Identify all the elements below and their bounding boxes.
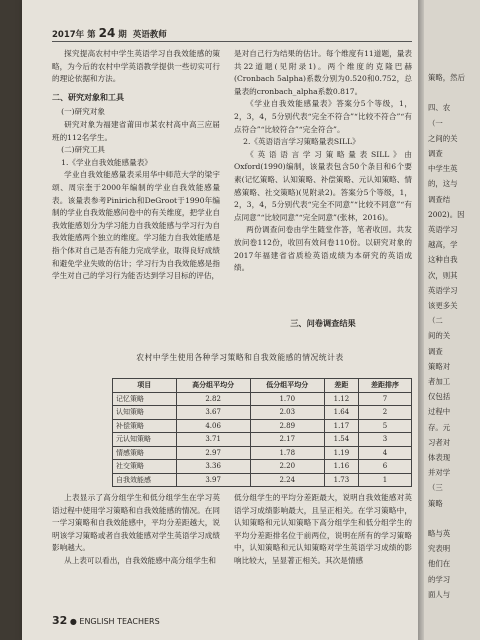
paragraph: 低分组学生的平均分差距最大，说明自我效能感对英语学习成绩影响最大，且呈正相关。在学习策略中，认知策略和元认知策略下高分组学生和低分组学生的平均分差距排名位于前两位，说明在所有的学习策略中，认知策略和元认知策略对学生英语学习成绩的影响比较大，呈显著正相关。其次是情感 [234,493,412,565]
row-label-cell: 社交策略 [113,460,177,474]
table-header-cell: 高分组平均分 [176,379,250,393]
table-row [113,419,412,433]
facing-page-text-fragment: （二 [428,316,443,326]
table-caption: 农村中学生使用各种学习策略和自我效能感的情况统计表 [136,353,344,362]
page-number: 32 [52,614,68,627]
table-cell: 2.82 [176,392,250,406]
table-cell: 1 [359,473,412,487]
left-column-top [52,48,220,283]
row-label-cell: 自我效能感 [113,473,177,487]
facing-page-text-fragment: 面人与 [428,589,451,599]
facing-page-text-fragment: 习者对 [428,437,451,447]
header-year: 2017年 [52,30,85,40]
row-label-cell: 记忆策略 [113,392,177,406]
row-label-cell: 认知策略 [113,406,177,420]
subsection-heading: (一)研究对象 [61,107,106,117]
facing-page-text-fragment: 中学生英 [428,164,458,174]
paragraph: 《英语语言学习策略量表SILL》由Oxford(1990)编制，该量表包含50个条目和6个要素(记忆策略、认知策略、补偿策略、元认知策略、情感策略、社交策略)(见附录2)。答案分5个等级，1，2，3，4，5分别代表“完全不同意”“比较不同意”“有点同意”“比较同意”“完全同意”(张林，2016)。 [234,149,412,222]
header-issue-pre: 第 [87,30,96,40]
table-row [113,460,412,474]
facing-page-text-fragment: 存。元 [428,422,451,432]
table-cell: 1.70 [250,392,324,406]
journal-page [22,0,425,640]
table-cell: 1.54 [324,433,358,447]
table-cell: 7 [359,392,412,406]
table-body [113,392,412,487]
table-cell: 6 [359,460,412,474]
left-column-bottom [52,492,220,568]
table-row [113,433,412,447]
facing-page-text-fragment: 策略 [428,498,443,508]
subsection-heading: (二)研究工具 [61,145,106,155]
statistics-table [112,378,412,487]
facing-page-text-fragment: 策略，然后 [428,73,465,82]
facing-page-text-fragment: 仅包括 [428,392,451,402]
facing-page-text-fragment: （三 [428,483,443,493]
facing-page-text-fragment: 并对学 [428,468,451,478]
facing-page-text-fragment: 究表明 [428,544,451,554]
paragraph: 两份调查问卷由学生随堂作答，笔者收回。共发放问卷112份，收回有效问卷110份。以研究对象的2017年福建省省质检英语成绩为本研究的英语成绩。 [234,225,412,273]
table-cell: 5 [359,419,412,433]
facing-page-text-fragment: 调查 [428,149,443,158]
paragraph: 学业自我效能感量表采用华中师范大学的梁宇颂、周宗奎于2000年编制的学业自我效能感量表。该量表参考Pinirich和DeGroot于1990年编制的学业自我效能感问卷中的有关维度，把学业自我效能感划分为学习能力自我效能感与学习行为自我效能感两个独立的维度。学习能力自我效能感是指个体对自己是否有能力完成学业，取得良好成绩和避免学业失败的估计；学习行为自我效能感是指学生对自己的学习行为能否达到学习目标的评估， [52,170,220,281]
table-cell: 4.06 [176,419,250,433]
table-cell: 2.20 [250,460,324,474]
header-issue-number: 24 [98,26,116,40]
facing-page-text-fragment: 这种自我 [428,255,458,265]
facing-page-text-fragment: 英语学习 [428,225,458,234]
facing-page-text-fragment: 者加工 [428,377,451,386]
page-footer [52,614,160,627]
paragraph: 探究提高农村中学生英语学习自我效能感的策略，为今后的农村中学英语教学提供一些切实可行的理论依据和方法。 [52,49,220,84]
facing-page-text-fragment: 体表现 [428,453,451,462]
facing-page-text-fragment: 的，这与 [428,179,458,189]
table-cell: 2.97 [176,446,250,460]
footer-journal: ENGLISH TEACHERS [79,617,160,626]
header-journal-title: 英语教师 [132,30,167,40]
table-cell: 4 [359,446,412,460]
table-cell: 1.17 [324,419,358,433]
table-cell: 1.19 [324,446,358,460]
row-label-cell: 补偿策略 [113,419,177,433]
paragraph: 研究对象为福建省莆田市某农村高中高三应届班的112名学生。 [52,119,220,142]
table-cell: 2.17 [250,433,324,447]
header-rule [52,41,412,42]
header-issue-post: 期 [118,30,127,40]
table-cell: 2.03 [250,406,324,420]
table-row [113,446,412,460]
paragraph: 是对自己行为结果的估计。每个维度有11道题，量表共22道题(见附录1)。两个维度的克隆巴赫(Cronbach 5alpha)系数分别为0.520和0.752，总量表的cronbach_alpha系数0.817。 [234,49,412,96]
facing-page-text-fragment: 英语学习 [428,285,458,295]
table-row [113,406,412,420]
table-header-cell: 低分组平均分 [250,379,324,393]
facing-page-text-fragment: 2002)。因 [428,209,465,219]
facing-page-text-fragment: 次，则其 [428,270,458,280]
facing-page-text-fragment: 该更多关 [428,301,458,310]
table-cell: 3.36 [176,460,250,474]
section-heading: 二、研究对象和工具 [52,92,124,102]
facing-page-text-fragment: 之间的关 [428,133,458,143]
table-cell: 2 [359,406,412,420]
facing-page-text-fragment: 越高，学 [428,240,458,250]
facing-page-text-fragment: 略与英 [428,529,451,538]
row-label-cell: 情感策略 [113,446,177,460]
table-header-row [113,379,412,393]
facing-page-text-fragment: 他们在 [428,559,451,569]
facing-page-text-fragment: 间的关 [428,331,451,341]
facing-page-text-fragment: 调查 [428,346,443,356]
facing-page-text-fragment: 的学习 [428,574,451,584]
paragraph: 上表显示了高分组学生和低分组学生在学习英语过程中使用学习策略和自我效能感的情况。在同一学习策略和自我效能感中，平均分差距越大，说明该学习策略或者自我效能感对学生英语学习成绩影响越大。 [52,493,220,553]
row-label-cell: 元认知策略 [113,433,177,447]
table-cell: 1.73 [324,473,358,487]
facing-page-text-fragment: 四、农 [428,103,451,113]
table-cell: 3.67 [176,406,250,420]
footer-bullet-icon: ● [69,617,77,626]
table-cell: 1.16 [324,460,358,474]
facing-page-edge [424,0,480,640]
paragraph: 从上表可以看出，自我效能感中高分组学生和 [64,555,217,565]
table-header-cell: 差距排序 [359,379,412,393]
right-column-top [234,48,412,275]
table-cell: 2.89 [250,419,324,433]
facing-page-text-fragment: （一 [428,118,443,128]
table-cell: 1.78 [250,446,324,460]
subsection-heading: 2.《英语语言学习策略量表SILL》 [243,137,360,147]
facing-page-text-fragment: 策略对 [428,361,451,371]
table-cell: 1.64 [324,406,358,420]
table-row [113,473,412,487]
table-cell: 3 [359,433,412,447]
paragraph: 《学业自我效能感量表》答案分5个等级，1，2，3，4，5分别代表“完全不符合”“比较不符合”“有点符合”“比较符合”“完全符合”。 [234,99,412,134]
table-cell: 1.12 [324,392,358,406]
facing-page-text-fragment: 过程中 [428,407,451,417]
table-header-cell: 项目 [113,379,177,393]
page-header [52,26,167,40]
table-cell: 3.97 [176,473,250,487]
table-row [113,392,412,406]
table-cell: 3.71 [176,433,250,447]
table-cell: 2.24 [250,473,324,487]
table-header-cell: 差距 [324,379,358,393]
section-heading-results: 三、问卷调查结果 [290,318,356,328]
subsection-heading: 1.《学业自我效能感量表》 [61,157,152,167]
facing-page-text-fragment: 调查结 [428,194,451,204]
right-column-bottom [234,492,412,568]
